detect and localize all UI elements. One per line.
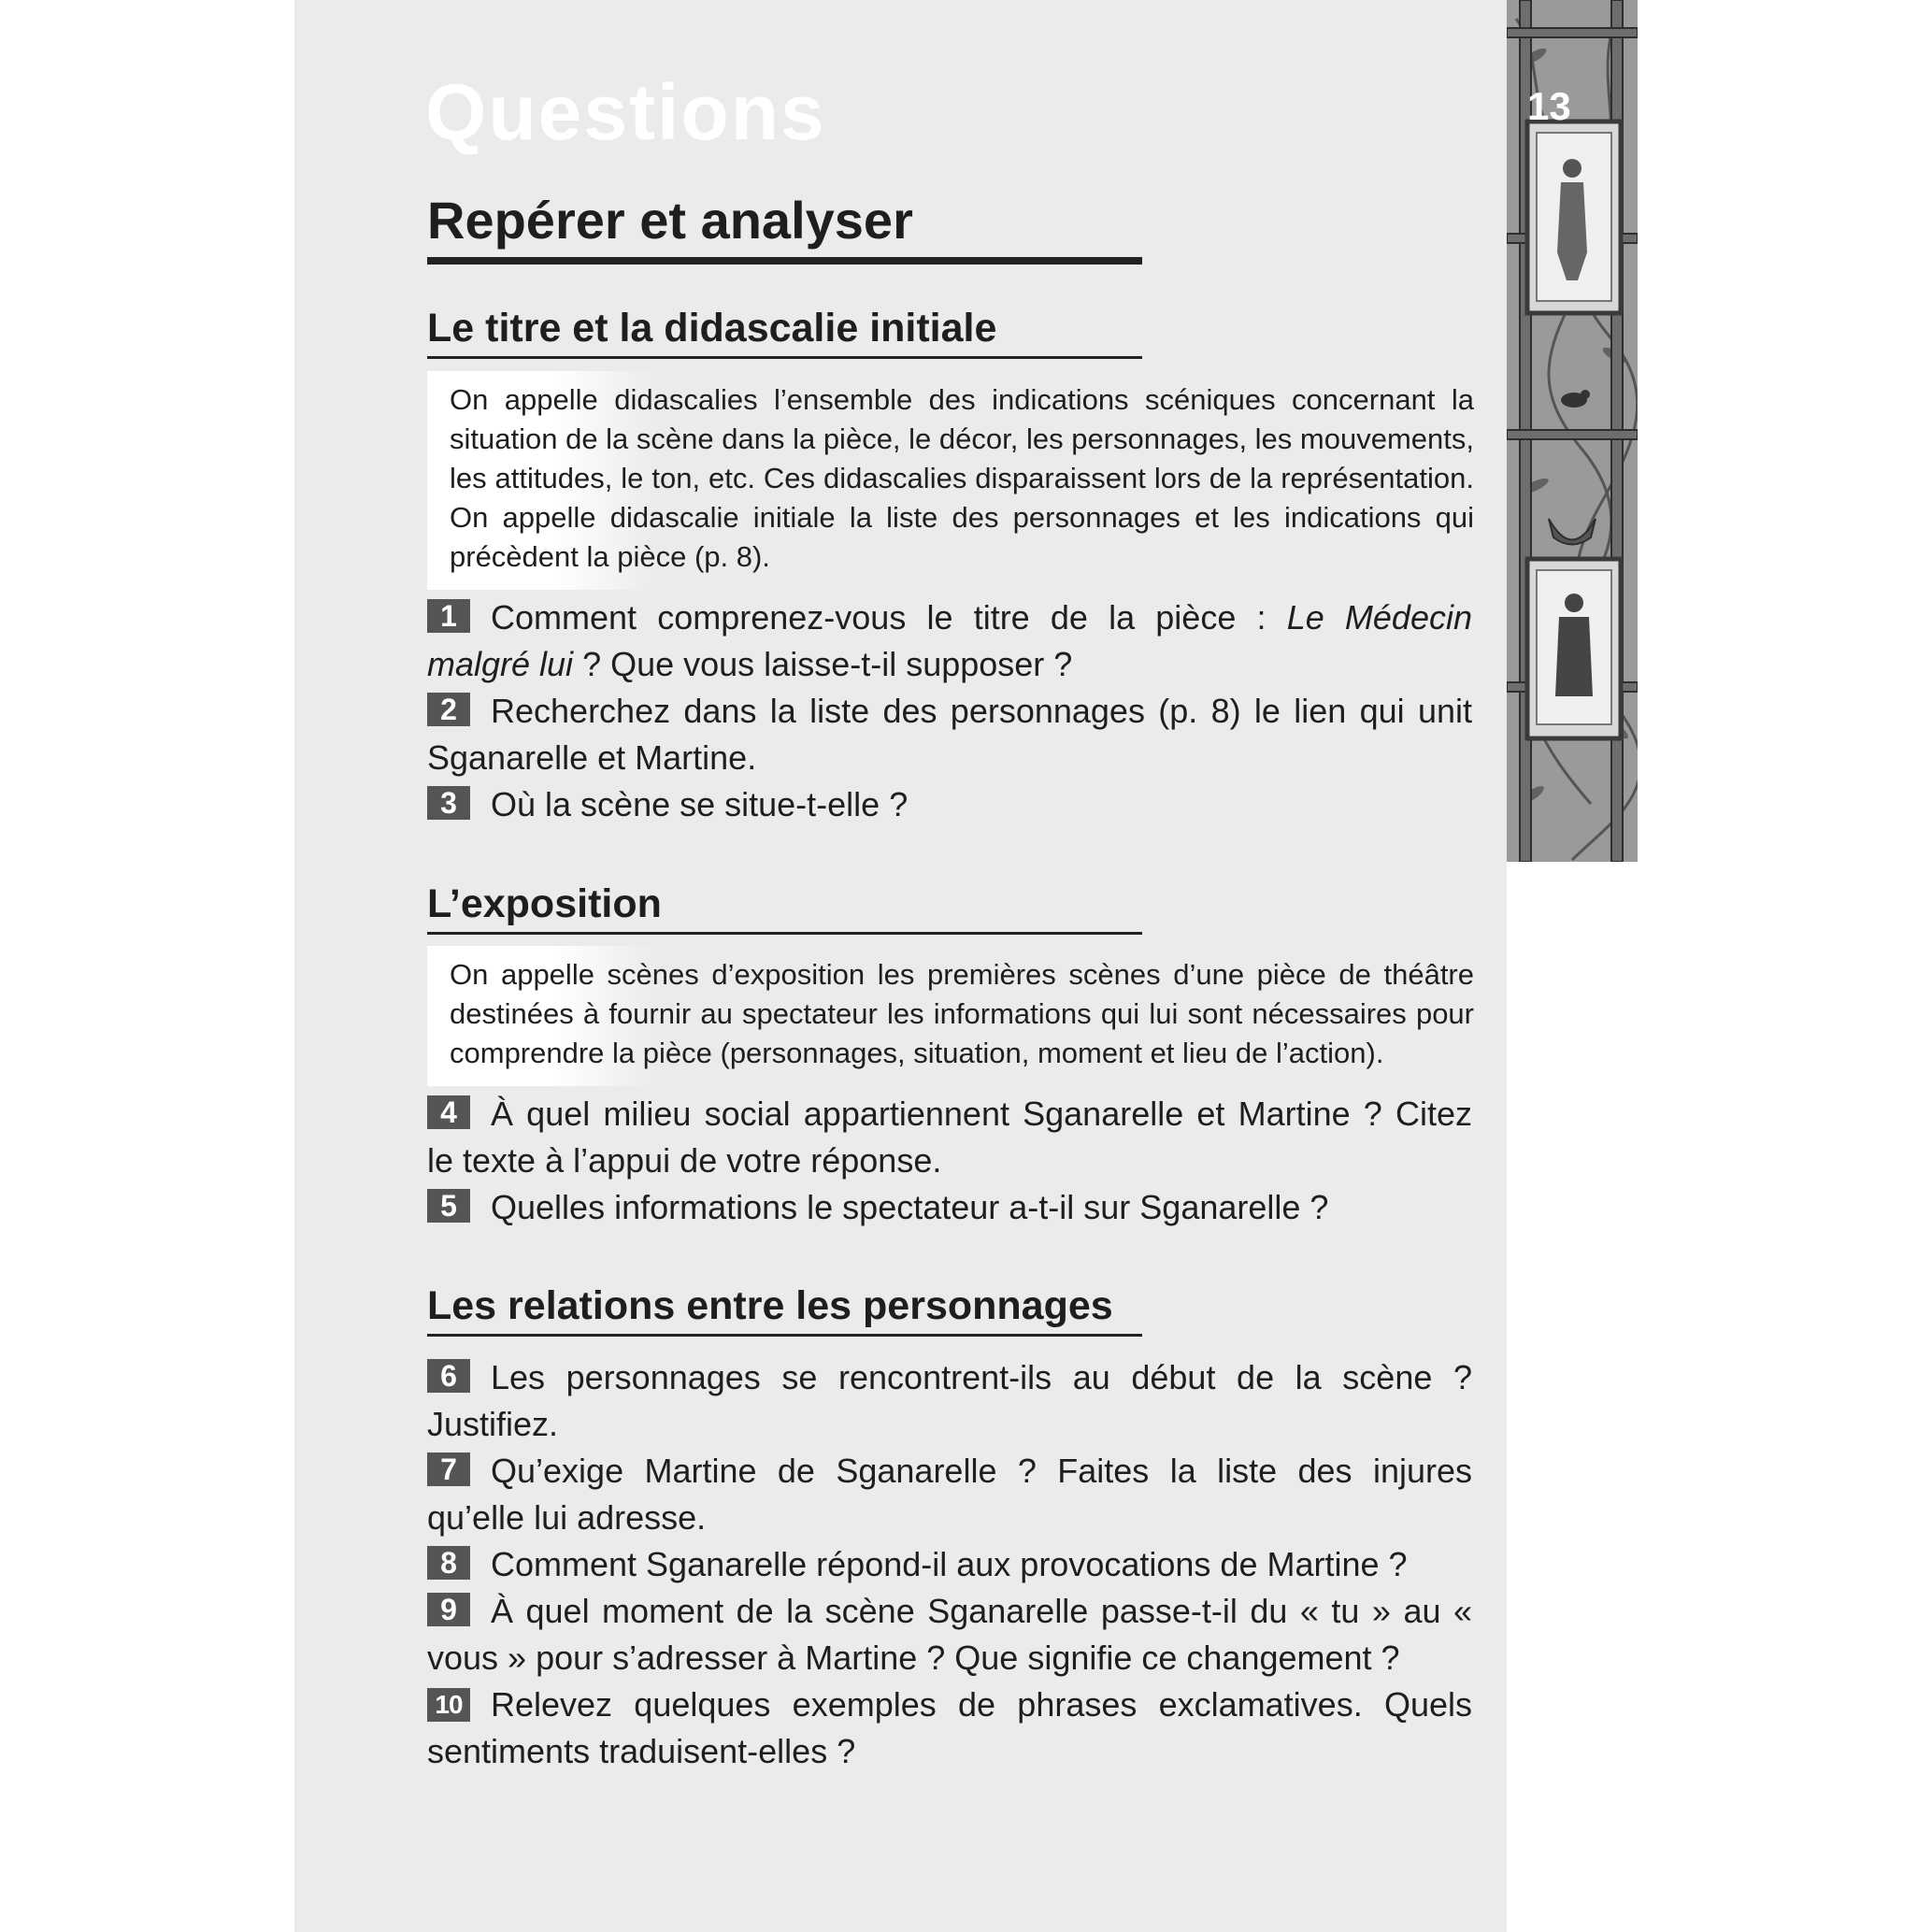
question-number: 10 bbox=[427, 1688, 470, 1722]
question-number: 3 bbox=[427, 786, 470, 820]
question-text: Les personnages se rencontrent-ils au début de la scène ? Justifiez. bbox=[427, 1358, 1472, 1443]
question-text: À quel milieu social appartiennent Sganarelle et Martine ? Citez le texte à l’appui de votre réponse. bbox=[427, 1095, 1472, 1180]
definition-text: On appelle didascalies l’ensemble des indications scéniques concernant la situation de la scène dans la pièce, le décor, les personnages, les mouvements, les attitudes, le ton, etc. Ces didascalies disparaissent lors de la représentation. On appelle didascalie initiale la liste des personnages et les indications qui précèdent la pièce (p. 8). bbox=[450, 383, 1474, 573]
question-item bbox=[427, 1091, 1472, 1184]
question-text: Recherchez dans la liste des personnages (p. 8) le lien qui unit Sganarelle et Martine. bbox=[427, 692, 1472, 777]
question-text: Comment comprenez-vous le titre de la pièce : bbox=[491, 598, 1287, 637]
trellis-illustration-icon bbox=[1507, 0, 1638, 862]
question-text: Relevez quelques exemples de phrases exclamatives. Quels sentiments traduisent-elles ? bbox=[427, 1685, 1472, 1770]
question-item bbox=[427, 1448, 1472, 1541]
main-heading: Repérer et analyser bbox=[427, 192, 1142, 265]
question-number: 8 bbox=[427, 1546, 470, 1580]
question-text: ? Que vous laisse-t-il supposer ? bbox=[573, 645, 1073, 683]
page-number: 13 bbox=[1527, 84, 1571, 128]
play-title: Le Médecin malgré lui bbox=[427, 598, 1472, 683]
question-number: 4 bbox=[427, 1095, 470, 1129]
question-text: Comment Sganarelle répond-il aux provocations de Martine ? bbox=[491, 1545, 1408, 1583]
question-item bbox=[427, 1682, 1472, 1775]
question-text: Qu’exige Martine de Sganarelle ? Faites la liste des injures qu’elle lui adresse. bbox=[427, 1452, 1472, 1537]
definition-box-exposition bbox=[427, 946, 1474, 1086]
section-heading-exposition: L’exposition bbox=[427, 882, 1142, 935]
decorative-sidebar-illustration bbox=[1507, 0, 1638, 862]
section-heading-title-didascalie: Le titre et la didascalie initiale bbox=[427, 307, 1142, 359]
question-item bbox=[427, 1184, 1472, 1231]
question-item bbox=[427, 781, 1472, 828]
question-item bbox=[427, 688, 1472, 781]
question-number: 7 bbox=[427, 1453, 470, 1486]
question-number: 1 bbox=[427, 599, 470, 633]
definition-box-didascalies bbox=[427, 371, 1474, 590]
question-item bbox=[427, 594, 1472, 688]
question-text: Où la scène se situe-t-elle ? bbox=[491, 785, 909, 823]
question-item bbox=[427, 1541, 1472, 1588]
section-heading-relations: Les relations entre les personnages bbox=[427, 1284, 1142, 1337]
question-text: Quelles informations le spectateur a-t-il sur Sganarelle ? bbox=[491, 1188, 1329, 1226]
question-text: À quel moment de la scène Sganarelle passe-t-il du « tu » au « vous » pour s’adresser à Martine ? Que signifie ce changement ? bbox=[427, 1592, 1472, 1677]
definition-text: On appelle scènes d’exposition les premières scènes d’une pièce de théâtre destinées à fournir au spectateur les informations qui lui sont nécessaires pour comprendre la pièce (personnages, situation, moment et lieu de l’action). bbox=[450, 958, 1474, 1069]
question-number: 5 bbox=[427, 1189, 470, 1223]
question-number: 6 bbox=[427, 1359, 470, 1393]
question-number: 2 bbox=[427, 693, 470, 726]
question-number: 9 bbox=[427, 1593, 470, 1626]
question-item bbox=[427, 1354, 1472, 1448]
question-item bbox=[427, 1588, 1472, 1682]
chapter-label: Questions bbox=[425, 68, 826, 156]
